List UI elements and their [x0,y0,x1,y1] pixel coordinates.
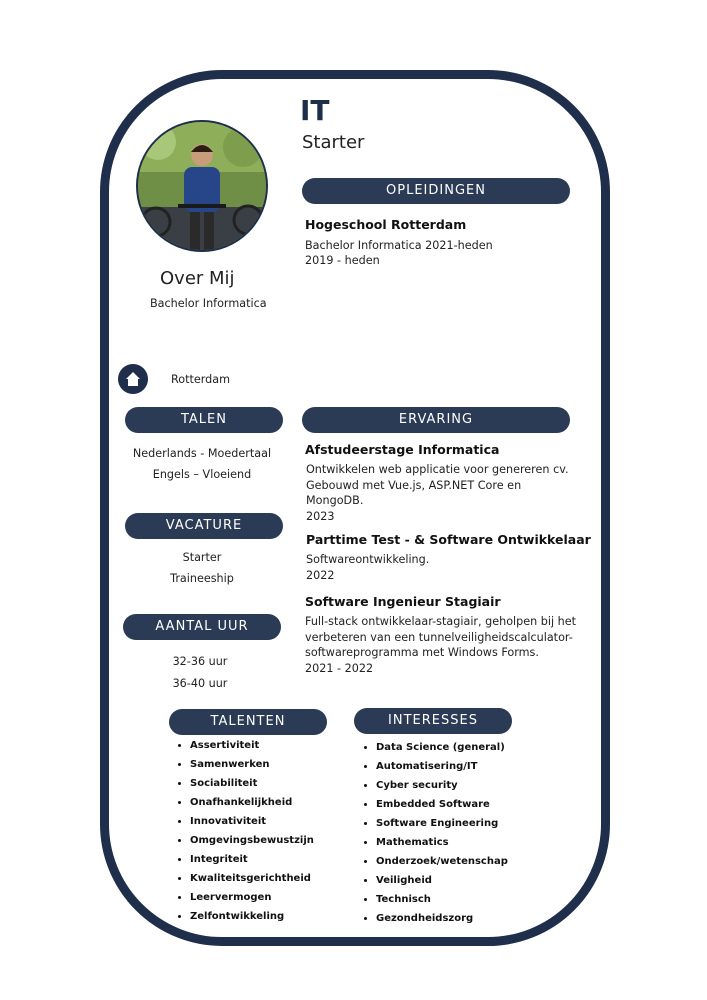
interests-list [356,742,508,932]
person-illustration [138,122,266,250]
language-item: Engels – Vloeiend [152,468,252,481]
hours-heading: AANTAL UUR [123,614,281,640]
hours-item: 32-36 uur [172,655,228,668]
talents-list [170,740,314,930]
language-item: Nederlands - Moedertaal [132,447,272,460]
list-item: • Software Engineering [376,818,508,837]
vacancy-heading: VACATURE [125,513,283,539]
job-title: Afstudeerstage Informatica [305,442,500,457]
hours-item: 36-40 uur [172,677,228,690]
job-line: MongoDB. [306,494,364,507]
job-date: 2021 - 2022 [305,661,374,675]
education-line-2: 2019 - heden [305,254,380,267]
list-item: • Onderzoek/wetenschap [376,856,508,875]
about-text: Bachelor Informatica [150,297,267,310]
list-item: • Sociabiliteit [190,778,314,797]
about-heading: Over Mij [160,268,235,289]
list-item: • Onafhankelijkheid [190,797,314,816]
list-item: • Leervermogen [190,892,314,911]
job-line: Full-stack ontwikkelaar-stagiair, geholpen bij het [305,615,577,628]
languages-heading: TALEN [125,407,283,433]
list-item: • Gezondheidszorg [376,913,508,932]
job-line: verbeteren van een tunnelveiligheidscalculator- [305,630,573,644]
job-line: Gebouwd met Vue.js, ASP.NET Core en [306,478,522,492]
job-date: 2022 [306,568,335,582]
education-line-1: Bachelor Informatica 2021-heden [305,239,493,252]
list-item: • Embedded Software [376,799,508,818]
job-description [306,462,586,524]
list-item: • Integriteit [190,854,314,873]
profile-photo [136,120,268,252]
interests-heading: INTERESSES [354,708,512,734]
list-item: • Samenwerken [190,759,314,778]
list-item: • Omgevingsbewustzijn [190,835,314,854]
list-item: • Innovativiteit [190,816,314,835]
job-title: Software Ingenieur Stagiair [305,594,501,609]
job-title: Parttime Test - & Software Ontwikkelaar [306,532,591,547]
list-item: • Automatisering/IT [376,761,508,780]
education-school: Hogeschool Rotterdam [305,217,467,232]
home-glyph [118,364,148,394]
vacancy-item: Starter [182,551,222,564]
talents-heading: TALENTEN [169,709,327,735]
list-item: • Zelfontwikkeling [190,911,314,930]
job-date: 2023 [306,509,335,523]
list-item: • Assertiviteit [190,740,314,759]
list-item: • Kwaliteitsgerichtheid [190,873,314,892]
list-item: • Data Science (general) [376,742,508,761]
job-description [305,614,590,676]
education-heading: OPLEIDINGEN [302,178,570,204]
experience-heading: ERVARING [302,407,570,433]
job-line: Softwareontwikkeling. [306,553,430,566]
list-item: • Mathematics [376,837,508,856]
page-subtitle: Starter [302,132,365,153]
job-line: softwareprogramma met Windows Forms. [305,646,539,659]
list-item: • Veiligheid [376,875,508,894]
location-text: Rotterdam [171,373,231,386]
page-title: IT [300,94,330,127]
job-line: Ontwikkelen web applicatie voor genereren cv. [306,463,569,476]
list-item: • Cyber security [376,780,508,799]
vacancy-item: Traineeship [170,572,234,585]
home-icon [118,364,148,394]
list-item: • Technisch [376,894,508,913]
job-description [306,552,586,583]
